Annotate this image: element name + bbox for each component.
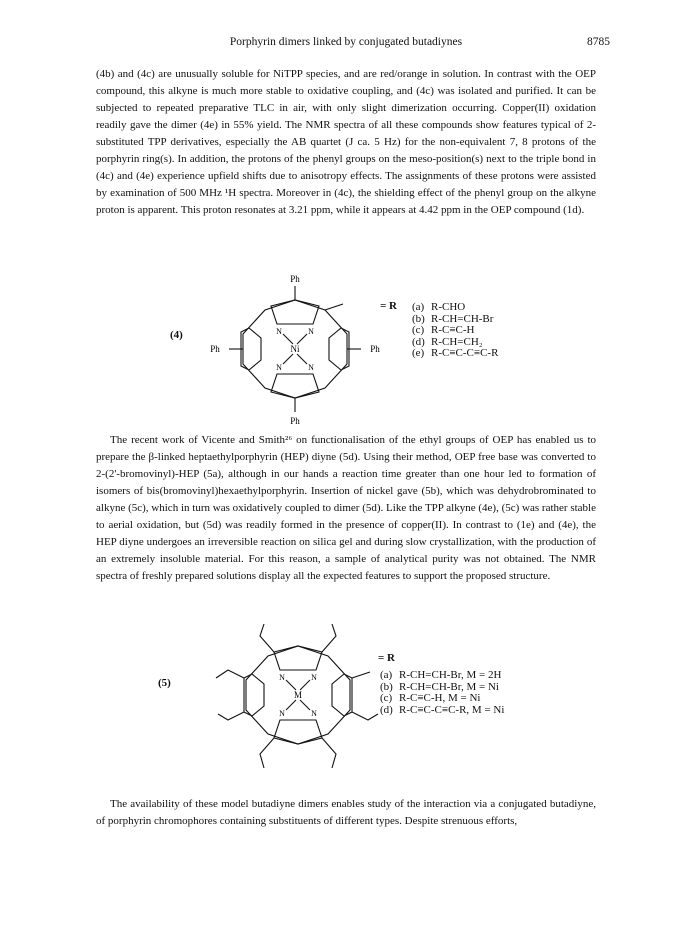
metal-m: M [293,690,303,700]
list-item: (b) R-CH=CH-Br, M = Ni [380,680,499,693]
paragraph-1-text: (4b) and (4c) are unusually soluble for NiTPP species, and are red/orange in solution. In contrast with the OEP compound, this alkyne is much more stable to oxidative coupling, and (4c) was isolated and purified. It can be subjected to repeated preparative TLC in air, with only slight dimerization occurring. Copper(II) oxidation readily gave the dimer (4e) in 55% yield. The NMR spectra of all these compounds show features typical of 2-substituted TPP derivatives, especially the AB quartet (J ca. 5 Hz) for the non-equivalent 7, 8 protons of the porphyrin ring(s). In addition, the protons of the phenyl groups on the meso-position(s) next to the triple bond in (4c) and (4e) experience upfield shifts due to anisotropy effects. The assignments of these protons were assisted by examination of 500 MHz ¹H spectra. Moreover in (4c), the shielding effect of the phenyl group on the alkyne proton is apparent. This proton resonates at 3.21 ppm, while it appears at 4.42 ppm in the OEP compound (1d). [96,68,596,216]
list-item: (a) R-CHO [412,301,466,313]
substituent-list-4 [412,302,498,360]
ph-top: Ph [290,274,300,284]
nitrogen-1: N [276,327,282,336]
list-item: (c) R-C≡C-H, M = Ni [380,692,481,704]
page-number: 8785 [587,36,610,48]
porphyrin-structure-4 [205,272,385,432]
nitrogen-2: N [308,327,314,336]
nitrogen-1: N [279,673,285,682]
nitrogen-2: N [311,673,317,682]
paragraph-3-text: The availability of these model butadiyne dimers enables study of the interaction via a conjugated butadiyne, of porphyrin chromophores containing substituents of different types. Despite strenuous efforts, [96,798,596,827]
nitrogen-3: N [276,363,282,372]
compound-label-4: (4) [170,329,183,341]
equals-r-4: = R [380,300,397,312]
ph-bottom: Ph [290,416,300,426]
equals-r-5: = R [378,652,395,664]
substituent-list-5 [380,670,504,716]
metal-ni: Ni [290,344,300,354]
nitrogen-4: N [308,363,314,372]
list-item: (e) R-C≡C-C≡C-R [412,347,499,359]
paragraph-1 [96,66,596,219]
compound-label-5: (5) [158,677,171,689]
porphyrin-structure-5 [198,618,398,778]
list-item: (c) R-C≡C-H [412,324,475,336]
paragraph-3 [96,796,596,830]
nitrogen-4: N [311,709,317,718]
nitrogen-3: N [279,709,285,718]
list-item: (d) R-CH=CH₂ [412,335,483,348]
list-item: (a) R-CH=CH-Br, M = 2H [380,669,502,681]
ph-left: Ph [210,344,220,354]
paragraph-2 [96,432,596,585]
list-item: (b) R-CH=CH-Br [412,312,494,325]
list-item: (d) R-C≡C-C≡C-R, M = Ni [380,703,505,716]
ph-right: Ph [370,344,380,354]
running-title: Porphyrin dimers linked by conjugated butadiynes [229,36,463,48]
paragraph-2-text: The recent work of Vicente and Smith²⁶ on functionalisation of the ethyl groups of OEP has enabled us to prepare the β-linked heptaethylporphyrin (HEP) diyne (5d). Using their method, OEP free base was converted to 2-(2'-bromovinyl)-HEP (5a), although in our hands a reaction time greater than one hour led to formation of isomers of bis(bromovinyl)hexaethylporphyrin. Insertion of nickel gave (5b), which was dehydrobrominated to alkyne (5c), which in turn was oxidatively coupled to dimer (5d). Like the TPP alkyne (4e), (5c) was rather stable to aerial oxidation, but (5d) was readily formed in the presence of copper(II). In contrast to (1e) and (4e), the HEP diyne undergoes an irreversible reaction on silica gel and during slow crystallization, with the production of an extremely insoluble material. For this reason, a sample of analytical purity was not obtained. The NMR spectra of freshly prepared solutions display all the expected features to support the proposed structure. [96,434,596,582]
